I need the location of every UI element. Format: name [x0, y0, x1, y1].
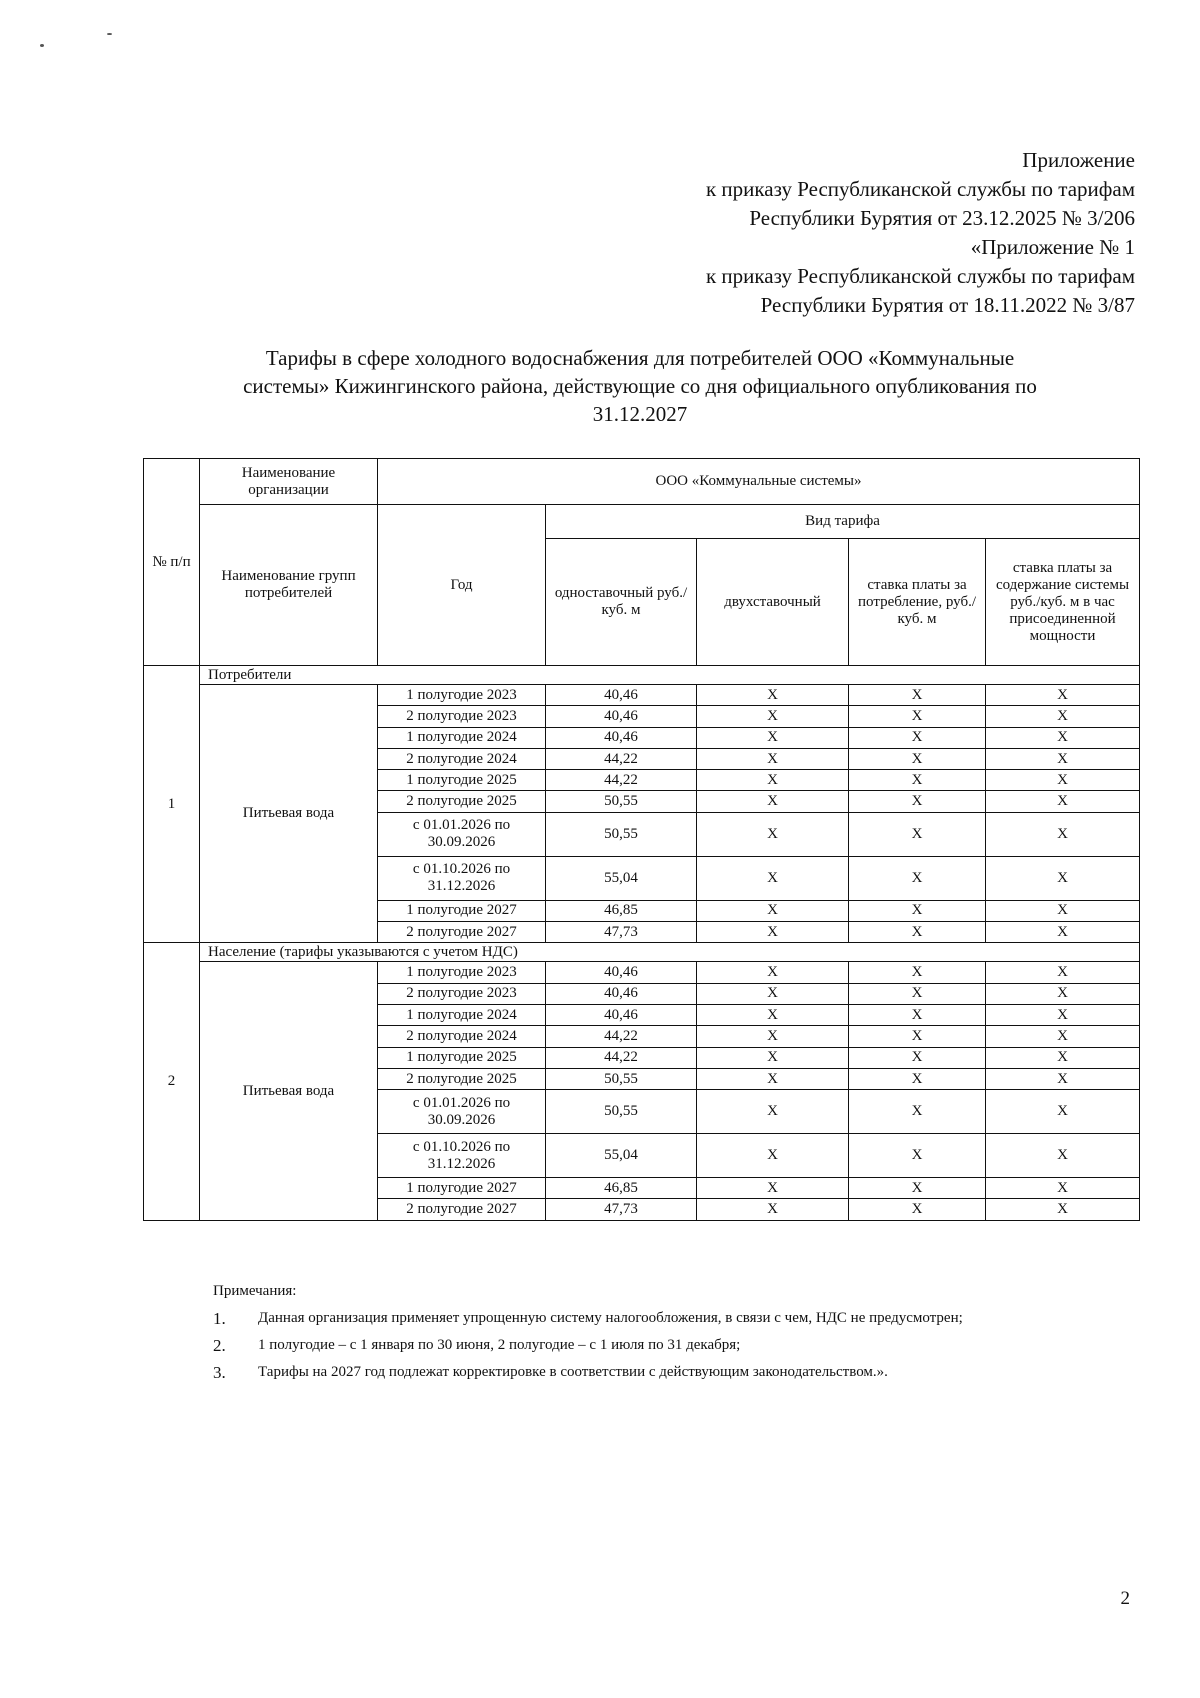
maintenance-rate-cell: X: [986, 900, 1140, 921]
maintenance-rate-cell: X: [986, 727, 1140, 748]
consumption-rate-cell: X: [849, 1199, 986, 1220]
double-rate-cell: X: [697, 900, 849, 921]
consumption-rate-cell: X: [849, 1134, 986, 1178]
single-rate-cell: 50,55: [546, 812, 697, 856]
col-single-header: одноставочный руб./ куб. м: [546, 539, 697, 666]
col-maintenance-header: ставка платы за содержание системы руб./куб. м в час присоединенной мощности: [986, 539, 1140, 666]
double-rate-cell: X: [697, 685, 849, 706]
period-cell: 1 полугодие 2024: [378, 1004, 546, 1025]
maintenance-rate-cell: X: [986, 1090, 1140, 1134]
double-rate-cell: X: [697, 856, 849, 900]
col-group-header: Наименование групп потребителей: [200, 505, 378, 666]
consumer-group-cell: Питьевая вода: [200, 962, 378, 1220]
group-number: 1: [144, 666, 200, 943]
single-rate-cell: 40,46: [546, 685, 697, 706]
double-rate-cell: X: [697, 1004, 849, 1025]
single-rate-cell: 40,46: [546, 962, 697, 983]
single-rate-cell: 40,46: [546, 727, 697, 748]
table-row: [144, 685, 1140, 706]
consumption-rate-cell: X: [849, 1004, 986, 1025]
single-rate-cell: 44,22: [546, 748, 697, 769]
consumption-rate-cell: X: [849, 1047, 986, 1068]
col-consumption-header: ставка платы за потребление, руб./ куб. м: [849, 539, 986, 666]
period-cell: 2 полугодие 2023: [378, 983, 546, 1004]
header-row: [144, 459, 1140, 505]
group-section: [144, 666, 1140, 943]
maintenance-rate-cell: X: [986, 1026, 1140, 1047]
single-rate-cell: 40,46: [546, 706, 697, 727]
group-section: [144, 943, 1140, 1220]
group-number: 2: [144, 943, 200, 1220]
consumption-rate-cell: X: [849, 1178, 986, 1199]
double-rate-cell: X: [697, 983, 849, 1004]
group-label: Население (тарифы указываются с учетом НДС): [200, 943, 1140, 962]
table-row: [144, 962, 1140, 983]
consumption-rate-cell: X: [849, 983, 986, 1004]
note-number: 2.: [213, 1336, 226, 1355]
consumption-rate-cell: X: [849, 856, 986, 900]
double-rate-cell: X: [697, 812, 849, 856]
note-item: [213, 1332, 1153, 1359]
single-rate-cell: 47,73: [546, 922, 697, 943]
period-cell: 1 полугодие 2023: [378, 962, 546, 983]
tariff-type-header: Вид тарифа: [546, 505, 1140, 539]
title-line: 31.12.2027: [592, 402, 688, 426]
notes-heading: Примечания:: [213, 1283, 297, 1299]
single-rate-cell: 44,22: [546, 1047, 697, 1068]
maintenance-rate-cell: X: [986, 922, 1140, 943]
period-cell: с 01.10.2026 по 31.12.2026: [378, 856, 546, 900]
double-rate-cell: X: [697, 1026, 849, 1047]
title-line: системы» Кижингинского района, действующие со дня официального опубликования по: [243, 374, 1037, 398]
double-rate-cell: X: [697, 962, 849, 983]
period-cell: с 01.10.2026 по 31.12.2026: [378, 1134, 546, 1178]
single-rate-cell: 50,55: [546, 1068, 697, 1089]
consumption-rate-cell: X: [849, 727, 986, 748]
header-line: Республики Бурятия от 23.12.2025 № 3/206: [749, 206, 1135, 230]
note-item: [213, 1359, 1153, 1386]
header-line: Приложение: [1022, 148, 1135, 172]
col-double-header: двухставочный: [697, 539, 849, 666]
double-rate-cell: X: [697, 1068, 849, 1089]
consumption-rate-cell: X: [849, 706, 986, 727]
consumption-rate-cell: X: [849, 900, 986, 921]
double-rate-cell: X: [697, 1134, 849, 1178]
maintenance-rate-cell: X: [986, 983, 1140, 1004]
period-cell: 1 полугодие 2023: [378, 685, 546, 706]
org-name: ООО «Коммунальные системы»: [378, 459, 1140, 505]
group-label: Потребители: [200, 666, 1140, 685]
period-cell: 2 полугодие 2027: [378, 922, 546, 943]
period-cell: 1 полугодие 2025: [378, 1047, 546, 1068]
maintenance-rate-cell: X: [986, 1004, 1140, 1025]
single-rate-cell: 40,46: [546, 1004, 697, 1025]
group-header-row: [144, 943, 1140, 962]
double-rate-cell: X: [697, 1178, 849, 1199]
consumption-rate-cell: X: [849, 812, 986, 856]
single-rate-cell: 40,46: [546, 983, 697, 1004]
double-rate-cell: X: [697, 791, 849, 812]
note-number: 1.: [213, 1309, 226, 1328]
consumption-rate-cell: X: [849, 770, 986, 791]
tariff-table: [143, 458, 1140, 1221]
period-cell: 2 полугодие 2023: [378, 706, 546, 727]
consumption-rate-cell: X: [849, 748, 986, 769]
single-rate-cell: 46,85: [546, 900, 697, 921]
period-cell: 1 полугодие 2024: [378, 727, 546, 748]
period-cell: 2 полугодие 2025: [378, 1068, 546, 1089]
maintenance-rate-cell: X: [986, 856, 1140, 900]
consumption-rate-cell: X: [849, 922, 986, 943]
scan-speck: [40, 44, 44, 47]
single-rate-cell: 50,55: [546, 791, 697, 812]
header-line: Республики Бурятия от 18.11.2022 № 3/87: [760, 293, 1135, 317]
header-line: «Приложение № 1: [970, 235, 1135, 259]
period-cell: с 01.01.2026 по 30.09.2026: [378, 812, 546, 856]
scan-speck: [107, 33, 112, 35]
maintenance-rate-cell: X: [986, 1178, 1140, 1199]
period-cell: 2 полугодие 2027: [378, 1199, 546, 1220]
consumption-rate-cell: X: [849, 1026, 986, 1047]
double-rate-cell: X: [697, 1090, 849, 1134]
col-year-header: Год: [378, 505, 546, 666]
double-rate-cell: X: [697, 1047, 849, 1068]
group-header-row: [144, 666, 1140, 685]
document-title: [160, 344, 1120, 428]
double-rate-cell: X: [697, 748, 849, 769]
single-rate-cell: 44,22: [546, 1026, 697, 1047]
col-num-header: № п/п: [144, 459, 200, 666]
header-line: к приказу Республиканской службы по тарифам: [705, 264, 1135, 288]
maintenance-rate-cell: X: [986, 1047, 1140, 1068]
note-text: Тарифы на 2027 год подлежат корректировке в соответствии с действующим законодательством.».: [258, 1364, 888, 1380]
note-text: 1 полугодие – с 1 января по 30 июня, 2 полугодие – с 1 июля по 31 декабря;: [258, 1337, 741, 1353]
note-text: Данная организация применяет упрощенную систему налогообложения, в связи с чем, НДС не предусмотрен;: [258, 1310, 963, 1326]
consumption-rate-cell: X: [849, 685, 986, 706]
maintenance-rate-cell: X: [986, 812, 1140, 856]
note-item: [213, 1305, 1153, 1332]
single-rate-cell: 44,22: [546, 770, 697, 791]
double-rate-cell: X: [697, 1199, 849, 1220]
appendix-header: [515, 146, 1135, 320]
single-rate-cell: 47,73: [546, 1199, 697, 1220]
double-rate-cell: X: [697, 706, 849, 727]
period-cell: 2 полугодие 2024: [378, 1026, 546, 1047]
note-number: 3.: [213, 1363, 226, 1382]
consumption-rate-cell: X: [849, 1090, 986, 1134]
period-cell: 1 полугодие 2027: [378, 1178, 546, 1199]
maintenance-rate-cell: X: [986, 1134, 1140, 1178]
period-cell: 1 полугодие 2025: [378, 770, 546, 791]
maintenance-rate-cell: X: [986, 1068, 1140, 1089]
consumption-rate-cell: X: [849, 791, 986, 812]
maintenance-rate-cell: X: [986, 962, 1140, 983]
period-cell: 2 полугодие 2025: [378, 791, 546, 812]
single-rate-cell: 50,55: [546, 1090, 697, 1134]
consumption-rate-cell: X: [849, 1068, 986, 1089]
period-cell: 1 полугодие 2027: [378, 900, 546, 921]
consumption-rate-cell: X: [849, 962, 986, 983]
single-rate-cell: 55,04: [546, 856, 697, 900]
header-line: к приказу Республиканской службы по тарифам: [705, 177, 1135, 201]
maintenance-rate-cell: X: [986, 1199, 1140, 1220]
maintenance-rate-cell: X: [986, 791, 1140, 812]
notes-section: [213, 1278, 1153, 1386]
consumer-group-cell: Питьевая вода: [200, 685, 378, 943]
maintenance-rate-cell: X: [986, 770, 1140, 791]
header-row: [144, 505, 1140, 539]
double-rate-cell: X: [697, 922, 849, 943]
col-org-header: Наименование организации: [200, 459, 378, 505]
double-rate-cell: X: [697, 770, 849, 791]
maintenance-rate-cell: X: [986, 748, 1140, 769]
period-cell: 2 полугодие 2024: [378, 748, 546, 769]
single-rate-cell: 46,85: [546, 1178, 697, 1199]
single-rate-cell: 55,04: [546, 1134, 697, 1178]
double-rate-cell: X: [697, 727, 849, 748]
period-cell: с 01.01.2026 по 30.09.2026: [378, 1090, 546, 1134]
page-number: 2: [1120, 1588, 1130, 1609]
maintenance-rate-cell: X: [986, 685, 1140, 706]
title-line: Тарифы в сфере холодного водоснабжения для потребителей ООО «Коммунальные: [265, 346, 1015, 370]
maintenance-rate-cell: X: [986, 706, 1140, 727]
